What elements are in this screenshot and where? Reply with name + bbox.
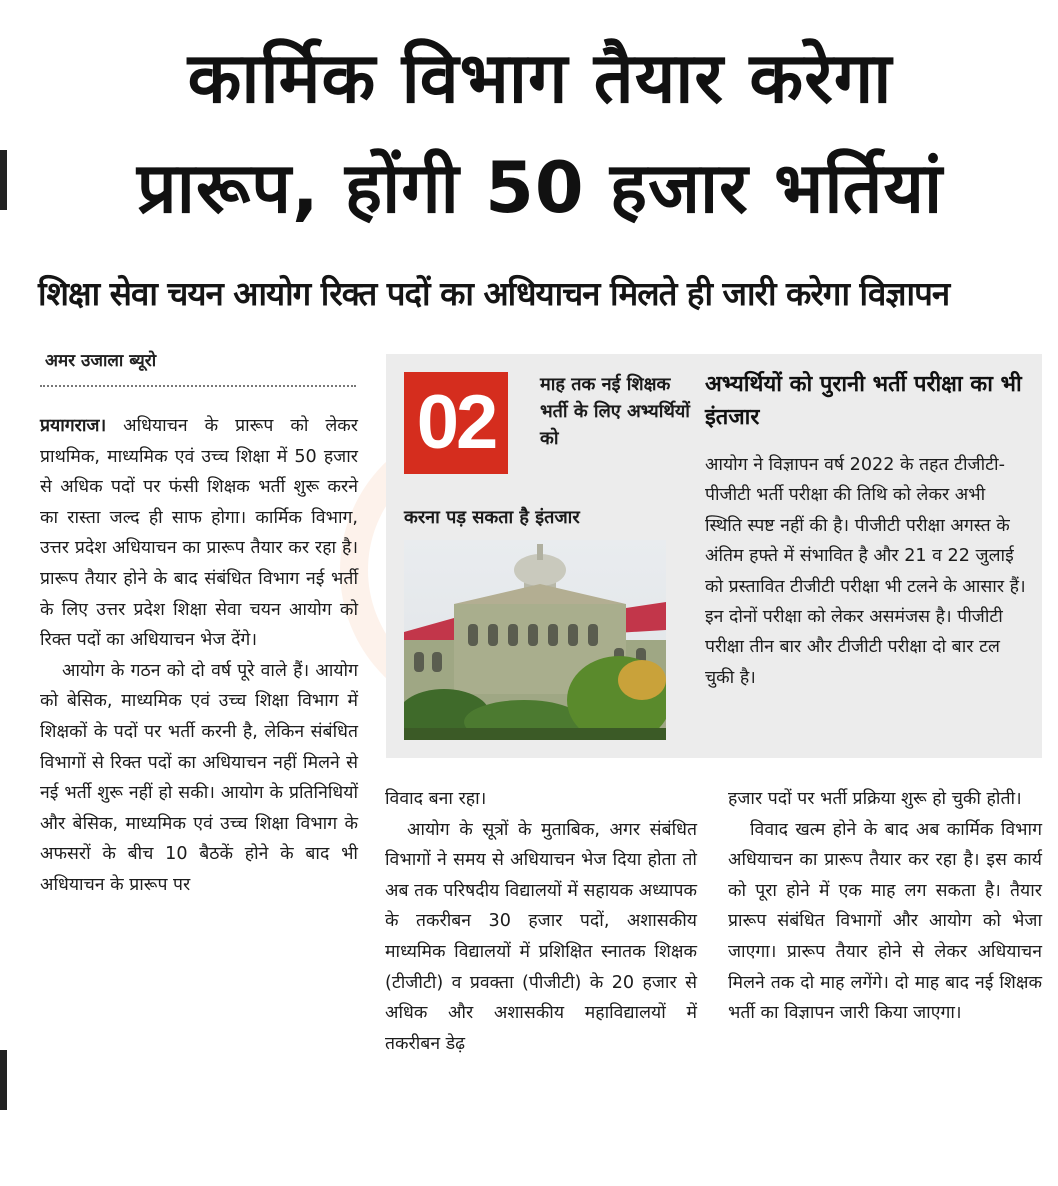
article-paragraph-3: आयोग के सूत्रों के मुताबिक, अगर संबंधित विभागों ने समय से अधियाचन भेज दिया होता तो अब तक परिषदीय विद्यालयों में सहायक अध्यापक के तकरीबन 30 हजार पदों, अशासकीय माध्यमिक विद्यालयों में प्रशिक्षित स्नातक शिक्षक (टीजीटी) व प्रवक्ता (पीजीटी) के 20 हजार से अधिक और अशासकीय महाविद्यालयों में तकरीबन डेढ़ [385, 819, 697, 1054]
byline-divider [40, 385, 356, 387]
sidebar-body: आयोग ने विज्ञापन वर्ष 2022 के तहत टीजीटी-पीजीटी भर्ती परीक्षा की तिथि को लेकर अभी स्थिति स्पष्ट नहीं की है। पीजीटी परीक्षा अगस्त के अंतिम हफ्ते में संभावित है और 21 व 22 जुलाई को प्रस्तावित टीजीटी परीक्षा भी टलने के आसार हैं। इन दोनों परीक्षा को लेकर असमंजस है। पीजीटी परीक्षा तीन बार और टीजीटी परीक्षा दो बार टल चुकी है। [705, 455, 1026, 688]
article-paragraph-4: विवाद खत्म होने के बाद अब कार्मिक विभाग अधियाचन का प्रारूप तैयार कर रहा है। इस कार्य को पूरा होने में एक माह लग सकता है। तैयार प्रारूप संबंधित विभागों और आयोग को भेजा जाएगा। प्रारूप तैयार होने से लेकर अधियाचन मिलने तक दो माह लगेंगे। दो माह बाद नई शिक्षक भर्ती का विज्ञापन जारी किया जाएगा। [728, 819, 1042, 1024]
article-column-1 [40, 411, 358, 901]
dateline: प्रयागराज। [40, 416, 107, 436]
left-edge-mark [0, 1050, 7, 1110]
left-edge-mark [0, 150, 7, 210]
article-continuation: विवाद बना रहा। [385, 789, 487, 809]
highlight-number-badge: 02 [404, 372, 508, 474]
highlight-text: माह तक नई शिक्षक भर्ती के लिए अभ्यर्थियों को [540, 374, 690, 449]
paragraph-text: अधियाचन के प्रारूप को लेकर प्राथमिक, माध्यमिक एवं उच्च शिक्षा में 50 हजार से अधिक पदों पर फंसी शिक्षक भर्ती शुरू करने का रास्ता जल्द ही साफ होगा। कार्मिक विभाग, उत्तर प्रदेश अधियाचन का प्रारूप तैयार कर रहा है। प्रारूप तैयार होने के बाद संबंधित विभाग नई भर्ती के लिए उत्तर प्रदेश शिक्षा सेवा चयन आयोग को रिक्त पदों का अधियाचन भेज देंगे। [40, 416, 359, 651]
article-paragraph-1 [40, 411, 358, 656]
sidebar-title: अभ्यर्थियों को पुरानी भर्ती परीक्षा का भी इंतजार [705, 372, 1022, 430]
subheadline: शिक्षा सेवा चयन आयोग रिक्त पदों का अधियाचन मिलते ही जारी करेगा विज्ञापन [38, 274, 950, 313]
byline: अमर उजाला ब्यूरो [45, 351, 157, 371]
headline-line-2: प्रारूप, होंगी 50 हजार भर्तियां [136, 147, 944, 229]
article-continuation: हजार पदों पर भर्ती प्रक्रिया शुरू हो चुकी होती। [728, 789, 1022, 809]
headline-line-1: कार्मिक विभाग तैयार करेगा [187, 37, 893, 119]
highlight-text-last: करना पड़ सकता है इंतजार [404, 507, 580, 528]
article-paragraph-2: आयोग के गठन को दो वर्ष पूरे वाले हैं। आयोग को बेसिक, माध्यमिक एवं उच्च शिक्षा विभाग में शिक्षकों के पदों पर भर्ती करनी है, लेकिन संबंधित विभागों से रिक्त पदों का अधियाचन नहीं मिलने से नई भर्ती शुरू नहीं हो सकी। आयोग के प्रतिनिधियों और बेसिक, माध्यमिक एवं उच्च शिक्षा विभाग के अफसरों के बीच 10 बैठकें होने के बाद भी अधियाचन के प्रारूप पर [40, 660, 358, 895]
article-column-2 [385, 784, 697, 1059]
building-photo [404, 540, 666, 740]
article-column-3 [728, 784, 1042, 1029]
